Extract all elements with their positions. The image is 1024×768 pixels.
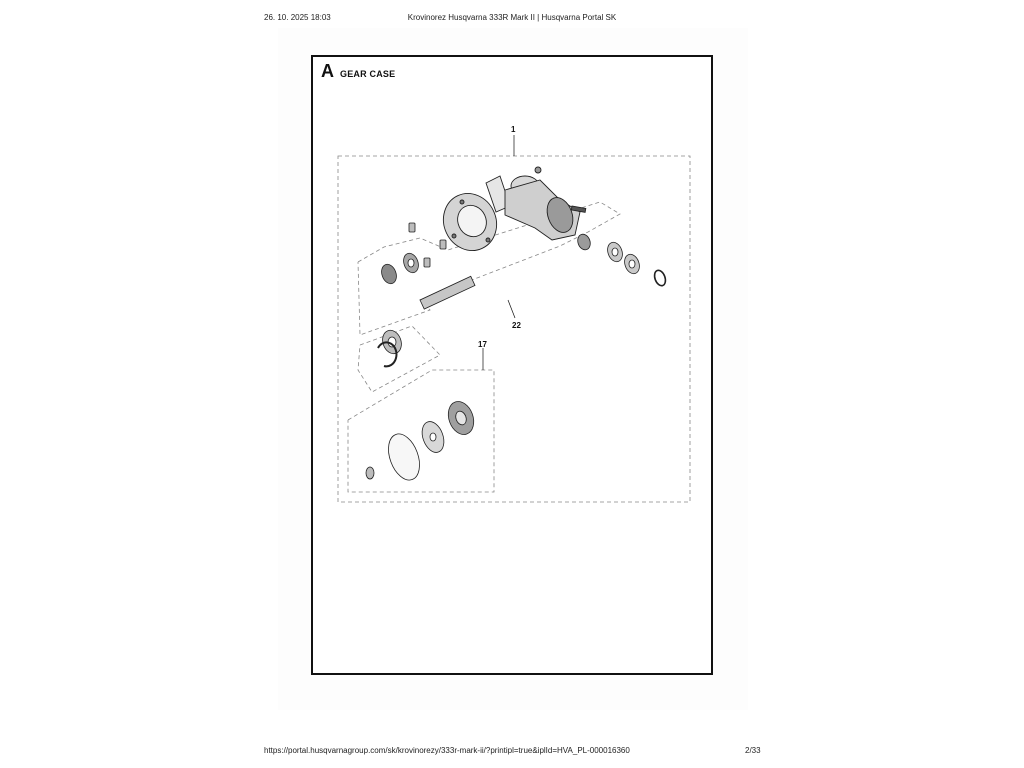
print-url: https://portal.husqvarnagroup.com/sk/krovinorezy/333r-mark-ii/?printipl=true&iplId=HVA_PL-000016360	[264, 746, 630, 755]
callout-22: 22	[512, 321, 521, 330]
print-page-title: Krovinorez Husqvarna 333R Mark II | Husqvarna Portal SK	[407, 13, 617, 22]
blade-holder-set	[366, 398, 478, 484]
callout-22-leader	[508, 300, 515, 318]
gear-housing	[486, 167, 586, 240]
spindle-bearings	[576, 232, 668, 287]
print-footer	[0, 742, 1024, 758]
page-counter: 2/33	[745, 746, 761, 755]
callout-17: 17	[478, 340, 487, 349]
print-datetime: 26. 10. 2025 18:03	[264, 13, 331, 22]
section-title: GEAR CASE	[340, 69, 396, 79]
section-letter: A	[321, 61, 334, 81]
callout-1: 1	[511, 125, 516, 134]
bearing-gear-set	[378, 251, 475, 366]
